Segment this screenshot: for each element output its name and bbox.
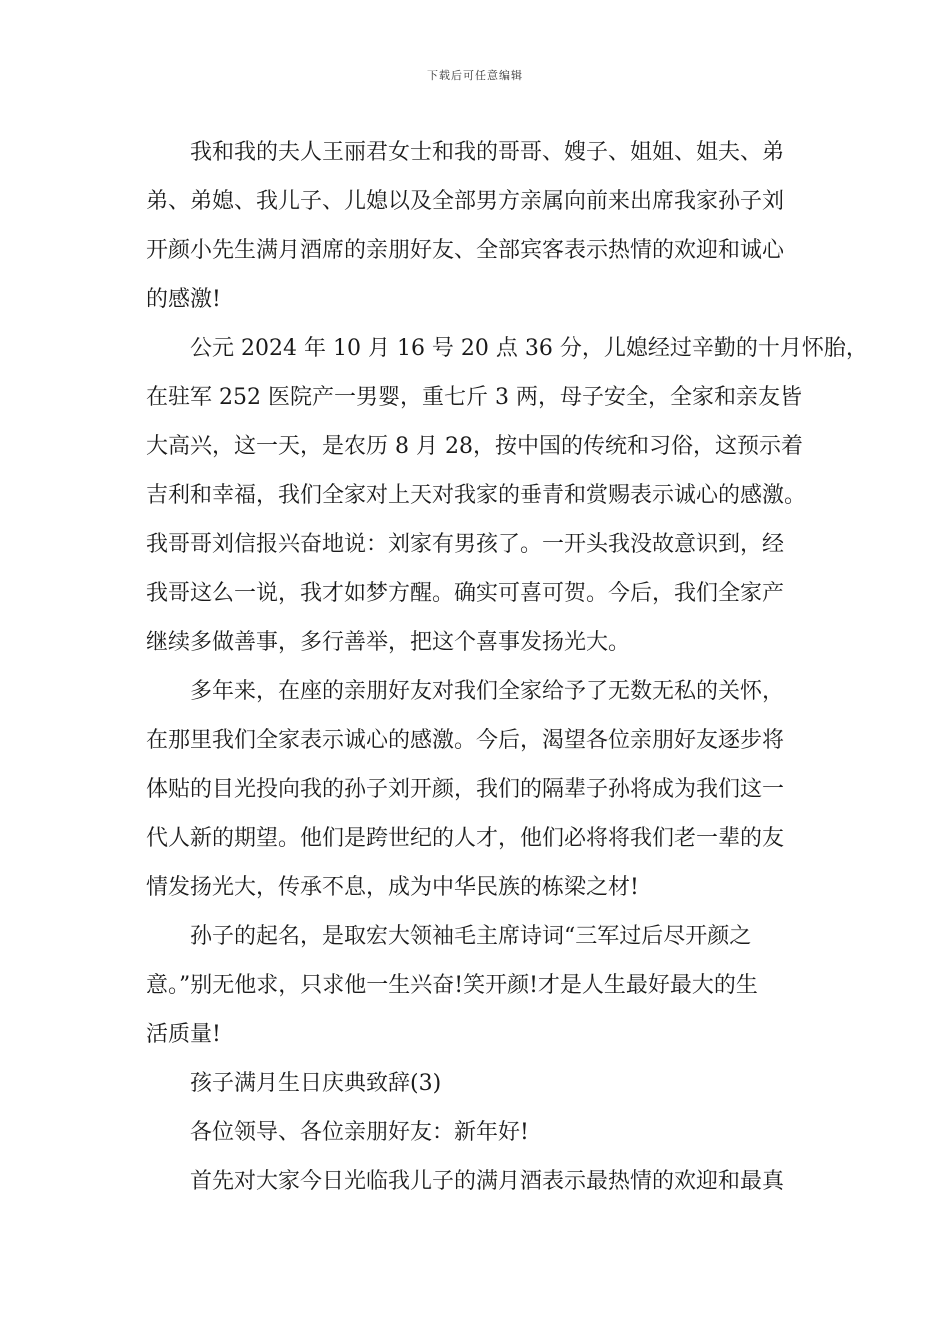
paragraph-line: 活质量! — [146, 1022, 221, 1047]
paragraph-line: 开颜小先生满月酒席的亲朋好友、全部宾客表示热情的欢迎和诚心 — [146, 238, 785, 263]
greeting-line: 各位领导、各位亲朋好友：新年好! — [190, 1120, 529, 1145]
paragraph-line: 情发扬光大，传承不息，成为中华民族的栋梁之材! — [146, 875, 639, 900]
paragraph-line: 弟、弟媳、我儿子、儿媳以及全部男方亲属向前来出席我家孙子刘 — [146, 189, 785, 214]
paragraph-line: 首先对大家今日光临我儿子的满月酒表示最热情的欢迎和最真 — [190, 1169, 785, 1194]
paragraph-line: 多年来，在座的亲朋好友对我们全家给予了无数无私的关怀， — [190, 679, 785, 704]
section-heading: 孩子满月生日庆典致辞(3) — [190, 1071, 442, 1096]
paragraph-line: 继续多做善事，多行善举，把这个喜事发扬光大。 — [146, 630, 631, 655]
paragraph-line: 大高兴，这一天，是农历 8 月 28，按中国的传统和习俗，这预示着 — [146, 434, 803, 459]
paragraph-line: 在驻军 252 医院产一男婴，重七斤 3 两，母子安全，全家和亲友皆 — [146, 385, 802, 410]
page-header: 下载后可任意编辑 — [427, 69, 523, 82]
paragraph-line: 我哥哥刘信报兴奋地说：刘家有男孩了。一开头我没故意识到，经 — [146, 532, 785, 557]
paragraph-line: 意。”别无他求，只求他一生兴奋!笑开颜!才是人生最好最大的生 — [146, 973, 758, 998]
paragraph-line: 代人新的期望。他们是跨世纪的人才，他们必将将我们老一辈的友 — [146, 826, 785, 851]
paragraph-line: 公元 2024 年 10 月 16 号 20 点 36 分，儿媳经过辛勤的十月怀胎， — [190, 336, 868, 361]
paragraph-line: 我和我的夫人王丽君女士和我的哥哥、嫂子、姐姐、姐夫、弟 — [190, 140, 785, 165]
paragraph-line: 体贴的目光投向我的孙子刘开颜，我们的隔辈子孙将成为我们这一 — [146, 777, 785, 802]
paragraph-line: 吉利和幸福，我们全家对上天对我家的垂青和赏赐表示诚心的感激。 — [146, 483, 807, 508]
document-body — [146, 128, 868, 1206]
paragraph-line: 孙子的起名，是取宏大领袖毛主席诗词“三军过后尽开颜之 — [190, 924, 752, 949]
paragraph-line: 在那里我们全家表示诚心的感激。今后，渴望各位亲朋好友逐步将 — [146, 728, 785, 753]
paragraph-line: 的感激! — [146, 287, 221, 312]
paragraph-line: 我哥这么一说，我才如梦方醒。确实可喜可贺。今后，我们全家产 — [146, 581, 785, 606]
